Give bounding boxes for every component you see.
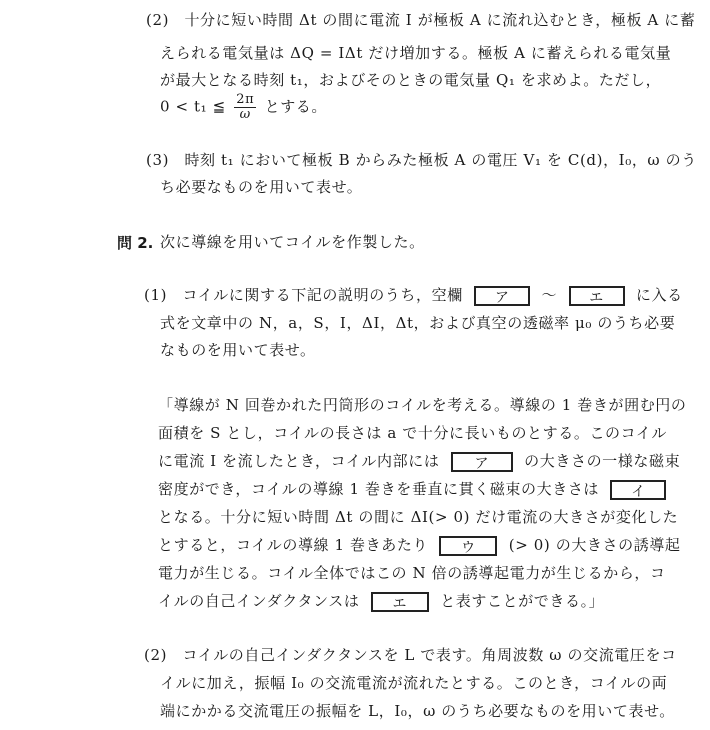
inequality: 0 < t₁ ≦ bbox=[160, 97, 226, 116]
answer-blank-e: エ bbox=[569, 286, 625, 306]
text-line: と表すことができる。」 bbox=[440, 592, 605, 610]
question-heading: 問 2. bbox=[117, 234, 154, 252]
part-label: (2) bbox=[144, 646, 168, 664]
text-line: イルの自己インダクタンスは bbox=[158, 592, 360, 610]
fraction bbox=[234, 93, 256, 122]
answer-blank-a: ア bbox=[474, 286, 530, 306]
text-line: 電力が生じる。コイル全体ではこの N 倍の誘導起電力が生じるから，コ bbox=[158, 564, 666, 582]
part-label: (1) bbox=[144, 286, 168, 304]
text-line: 十分に短い時間 Δt の間に電流 I が極板 A に流れ込むとき，極板 A に蓄 bbox=[184, 11, 696, 29]
text-line: (> 0) の大きさの誘導起 bbox=[508, 536, 681, 554]
text-line: なものを用いて表せ。 bbox=[160, 341, 316, 359]
text-line: に電流 I を流したとき，コイル内部には bbox=[158, 452, 440, 470]
answer-blank-i: イ bbox=[610, 480, 666, 500]
text-line: に入る bbox=[635, 286, 683, 304]
text-line: の大きさの一様な磁束 bbox=[524, 452, 681, 470]
text-line: とすると，コイルの導線 1 巻きあたり bbox=[158, 536, 429, 554]
answer-blank-u: ウ bbox=[439, 536, 497, 556]
text-line: コイルに関する下記の説明のうち，空欄 bbox=[182, 286, 463, 304]
text-line: ち必要なものを用いて表せ。 bbox=[160, 178, 363, 196]
text-line: が最大となる時刻 t₁，およびそのときの電気量 Q₁ を求めよ。ただし， bbox=[160, 71, 662, 89]
range-tilde: ～ bbox=[541, 286, 558, 304]
text-line: 端にかかる交流電圧の振幅を L，I₀，ω のうち必要なものを用いて表せ。 bbox=[160, 702, 675, 720]
text-line: イルに加え，振幅 I₀ の交流電流が流れたとする。このとき，コイルの両 bbox=[160, 674, 668, 692]
question-intro: 次に導線を用いてコイルを作製した。 bbox=[160, 233, 425, 251]
part-label: (2) bbox=[146, 11, 170, 29]
text-line: えられる電気量は ΔQ = IΔt だけ増加する。極板 A に蓄えられる電気量 bbox=[160, 44, 672, 62]
text-line: 式を文章中の N，a，S，I，ΔI，Δt，および真空の透磁率 μ₀ のうち必要 bbox=[160, 314, 676, 332]
text-line: となる。十分に短い時間 Δt の間に ΔI(> 0) だけ電流の大きさが変化した bbox=[158, 508, 679, 526]
answer-blank-a: ア bbox=[451, 452, 513, 472]
text-suffix: とする。 bbox=[264, 97, 327, 116]
text-line: 時刻 t₁ において極板 B からみた極板 A の電圧 V₁ を C(d)，I₀，ω のう bbox=[184, 151, 697, 169]
fraction-denominator: ω bbox=[239, 107, 251, 122]
text-line: 密度ができ，コイルの導線 1 巻きを垂直に貫く磁束の大きさは bbox=[158, 480, 600, 498]
text-line: 「導線が N 回巻かれた円筒形のコイルを考える。導線の 1 巻きが囲む円の bbox=[158, 396, 687, 414]
text-line: コイルの自己インダクタンスを L で表す。角周波数 ω の交流電圧をコ bbox=[182, 646, 677, 664]
answer-blank-e: エ bbox=[371, 592, 429, 612]
part-label: (3) bbox=[146, 151, 170, 169]
fraction-numerator: 2π bbox=[236, 92, 255, 107]
text-line: 面積を S とし，コイルの長さは a で十分に長いものとする。このコイル bbox=[158, 424, 667, 442]
